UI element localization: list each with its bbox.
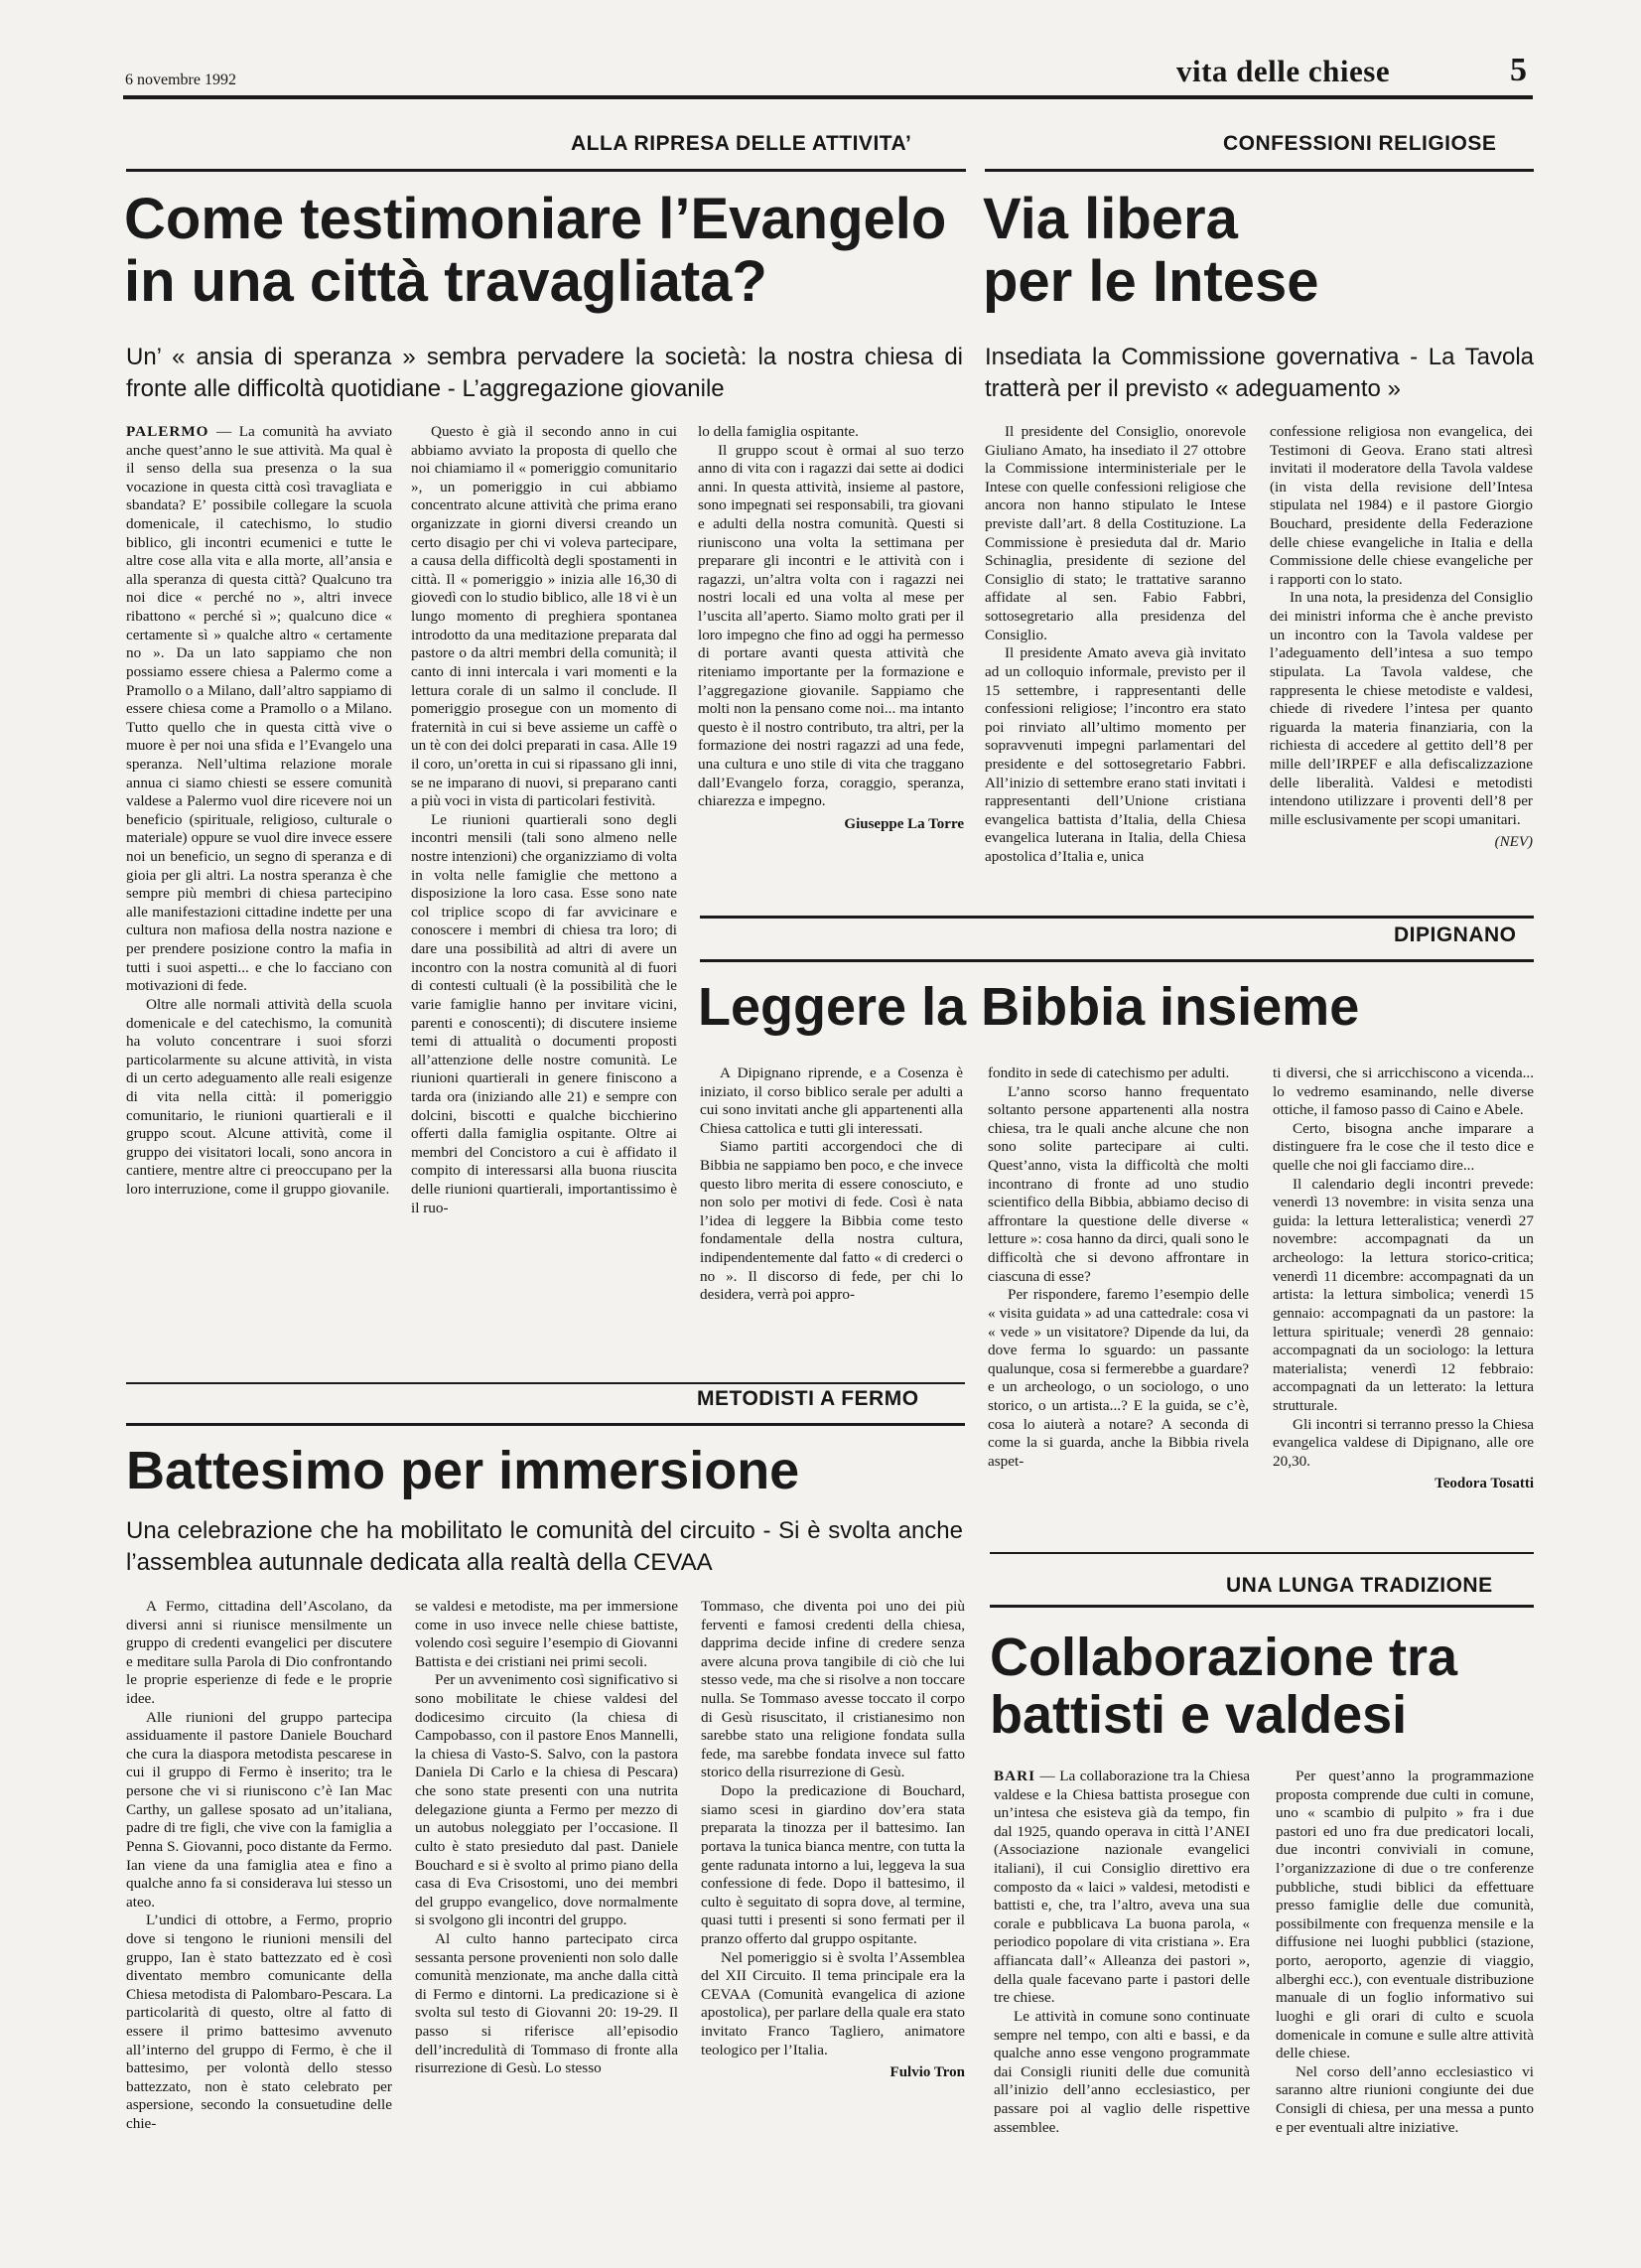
intese-column-2 bbox=[1270, 423, 1533, 852]
deck-palermo: Un’ « ansia di speranza » sembra pervadere la società: la nostra chiesa di fronte alle difficoltà quotidiane - L’aggregazione giovanile bbox=[126, 344, 963, 402]
paragraph: BARI — La collaborazione tra la Chiesa valdese e la Chiesa battista prosegue con un’intesa che esisteva già da tempo, fin dal 1925, quando operava in città l’ANEI (Associazione nazionale evangelici italiani), il cui Consiglio direttivo era composto da « laici » valdesi, metodisti e battisti e, che, tra l’altro, aveva una sua corale e pubblicava La buona parola, « periodico popolare di vita cristiana ». Era affiancata dall’« Alleanza dei pastori », della quale facevano parte i pastori delle tre chiese. bbox=[994, 1768, 1250, 2007]
paragraph: Siamo partiti accorgendoci che di Bibbia ne sappiamo ben poco, e che invece questo libro merita di essere conosciuto, e non solo per motivi di fede. Così è nata l’idea di leggere la Bibbia come testo fondamentale della nostra cultura, indipendentemente dal fatto « di crederci o no ». Il discorso di fede, per chi lo desidera, verrà poi appro- bbox=[700, 1138, 963, 1304]
headline-intese-line1: Via libera bbox=[983, 187, 1238, 251]
rule-collaborazione-top bbox=[990, 1552, 1534, 1554]
headline-collaborazione-line2: battisti e valdesi bbox=[990, 1685, 1408, 1746]
rule-bibbia-under bbox=[700, 959, 1534, 962]
placename: BARI bbox=[994, 1768, 1035, 1784]
paragraph: Dopo la predicazione di Bouchard, siamo scesi in giardino dov’era stata preparata la tinozza per il battesimo. Ian portava la tunica bianca mentre, con tutta la gente radunata intorno a lui, leggeva la sua confessione di fede. Dopo il battesimo, il culto è seguitato di sopra dove, al termine, quasi tutti i presenti si sono fermati per il pranzo offerto dal gruppo ospitante. bbox=[701, 1782, 965, 1947]
paragraph: lo della famiglia ospitante. bbox=[698, 423, 859, 440]
paragraph: In una nota, la presidenza del Consiglio dei ministri informa che è anche previsto un incontro con la Tavola valdese per l’adeguamento dell’intesa a suo tempo stipulata. La Tavola valdese, che rappresenta le chiese metodiste e valdesi, chiede di rivedere l’intesa per quanto riguarda la materia finanziaria, con la richiesta di accedere al gettito dell’8 per mille dell’IRPEF e alla defiscalizzazione delle liberalità. Valdesi e metodisti intendono utilizzare i proventi dell’8 per mille esclusivamente per scopi umanitari. bbox=[1270, 589, 1533, 828]
headline-intese-line2: per le Intese bbox=[983, 248, 1319, 314]
placename: PALERMO bbox=[126, 423, 209, 440]
paragraph: Oltre alle normali attività della scuola domenicale e del catechismo, la comunità ha voluto concentrare i suoi sforzi particolarmente su alcune attività, in vista di un certo adeguamento alle reali esigenze di vita nella città: il pomeriggio comunitario, le riunioni quartierali e il gruppo scout. Alcune attività, come il gruppo dei visitatori locali, sono ancora in cantiere, mentre altre ci preoccupano per la loro interruzione, come il gruppo giovanile. bbox=[126, 995, 392, 1198]
masthead-rule bbox=[123, 95, 1533, 99]
bibbia-column-2 bbox=[988, 1064, 1249, 1471]
paragraph: L’undici di ottobre, a Fermo, proprio dove si tengono le riunioni mensili del gruppo, Ian è stato battezzato ed è così diventato membro comunicante della Chiesa metodista di Palombaro-Pescara. La particolarità di questo, oltre al fatto di essere il primo battesimo avvenuto all’interno del gruppo di Fermo, è che il battesimo, per volontà dello stesso battezzato, non è stato celebrato per aspersione, secondo la consuetudine delle chie- bbox=[126, 1912, 392, 2133]
paragraph: se valdesi e metodiste, ma per immersione come in uso invece nelle chiese battiste, volendo così seguire l’esempio di Giovanni Battista e dei cristiani nei primi secoli. bbox=[415, 1598, 678, 1670]
paragraph: Il calendario degli incontri prevede: venerdì 13 novembre: in visita senza una guida: la lettura letteralistica; venerdì 27 novembre: accompagnati da un archeologo: la lettura storico-critica; venerdì 11 dicembre: accompagnati da un artista: la lettura simbolica; venerdì 15 gennaio: accompagnati da un pastore: la lettura spirituale; venerdì 28 gennaio: accompagnati da un sociologo: la lettura materialista; venerdì 12 febbraio: accompagnati da un letterato: la lettura strutturale. bbox=[1273, 1175, 1534, 1414]
deck-intese: Insediata la Commissione governativa - La Tavola tratterà per il previsto « adeguamento » bbox=[985, 344, 1534, 402]
paragraph: Per rispondere, faremo l’esempio delle « visita guidata » ad una cattedrale: cosa vi « vede » un visitatore? Dipende da lui, da dove ferma lo sguardo: un passante qualunque, cosa si fermerebbe a guardare? e un archeologo, o un sociologo, o uno storico, o un artista...? E la guida, se c’è, cosa lo aiuterà a notare? A seconda di come la si guarda, anche la Bibbia rivela aspet- bbox=[988, 1286, 1249, 1470]
paragraph: confessione religiosa non evangelica, dei Testimoni di Geova. Erano stati altresì invitati il moderatore della Tavola valdese (in vista della revisione dell’Intesa stipulata nel 1984) e il pastore Giorgio Bouchard, presidente della Federazione delle chiese evangeliche in Italia e della Commissione delle chiese evangeliche per i rapporti con lo stato. bbox=[1270, 423, 1533, 588]
headline-palermo-line1: Come testimoniare l’Evangelo bbox=[124, 187, 947, 251]
paragraph: Questo è già il secondo anno in cui abbiamo avviato la proposta di quello che noi chiamiamo il « pomeriggio comunitario », un pomeriggio in cui abbiamo concentrato alcune attività che prima erano organizzate in giorni diversi creando un certo disagio per chi vi voleva partecipare, a causa della difficoltà degli spostamenti in città. Il « pomeriggio » inizia alle 16,30 di giovedì con lo studio biblico, alle 18 vi è un lungo momento di preghiera spontanea introdotto da una meditazione preparata dal pastore o da altri membri della comunità; il canto di inni intercala i vari momenti e la lettura corale di un salmo il conclude. Il pomeriggio prosegue con un momento di fraternità in cui si beve assieme un caffè o un tè con dei dolci preparati in casa. Alle 19 il coro, un’oretta in cui si ripassano gli inni, se ne imparano di nuovi, si preparano canti a più voci in vista di particolari festività. bbox=[411, 423, 677, 810]
deck-battesimo: Una celebrazione che ha mobilitato le comunità del circuito - Si è svolta anche l’assemblea autunnale dedicata alla realtà della CEVAA bbox=[126, 1517, 963, 1576]
bibbia-column-3 bbox=[1273, 1064, 1534, 1493]
rule-bibbia-top bbox=[700, 916, 1534, 919]
paragraph: PALERMO — La comunità ha avviato anche quest’anno le sue attività. Ma qual è il senso della sua presenza o la sua vocazione in questa città così travagliata e sbandata? E’ possibile collegare la scuola domenicale, il catechismo, lo studio biblico, gli incontri ecumenici e tutte le altre cose alla vita e alla morte, all’ansia e alla speranza di questa città? Qualcuno tra noi dice « perché no », altri invece ribattono « perché sì »; qualcuno dice « certamente sì » qualche altro « certamente no ». Da un lato sappiamo che non possiamo essere chiesa a Palermo come a Pramollo o a Milano, dall’altro sappiamo di essere chiesa come a Pramollo o a Milano. Tutto quello che in questa città vive o muore è per noi una sfida e l’Evangelo una speranza. Nell’ultima relazione morale annua ci siamo chiesti se essere comunità valdese a Palermo vuol dire ricevere noi un beneficio (spirituale, religioso, culturale o materiale) oppure se vuol dire invece essere noi un beneficio, un segno di speranza e di gioia per gli altri. La nostra speranza è che sempre più membri di chiesa partecipino alle manifestazioni cittadine indette per una cultura non mafiosa della nostra nazione e per prendere posizione contro la mafia in tutti i suoi aspetti... e che lo facciano con motivazioni di fede. bbox=[126, 423, 392, 995]
paragraph: Il gruppo scout è ormai al suo terzo anno di vita con i ragazzi dai sette ai dodici anni. In questa attività, insieme al pastore, sono impegnati sei responsabili, tra giovani e adulti della nostra comunità. Questi si riuniscono una volta la settimana per preparare gli incontri e le attività con i ragazzi, un’altra volta con i ragazzi nei nostri locali ed una volta al mese per l’uscita all’aperto. Siamo molto grati per il loro impegno che fino ad oggi ha permesso di portare avanti questa attività che riteniamo importante per la formazione e l’aggregazione giovanile. Sappiamo che molti non la pensano come noi... ma intanto questo è il nostro contributo, tra altri, per la formazione dei nostri ragazzi ad una fede, una cultura e uno stile di vita che traggano dall’Evangelo forza, coraggio, speranza, chiarezza e impegno. bbox=[698, 441, 964, 810]
paragraph: Alle riunioni del gruppo partecipa assiduamente il pastore Daniele Bouchard che cura la diaspora metodista pescarese in cui il gruppo di Fermo è inserito; tra le persone che vi si riuniscono c’è Ian Mac Carthy, un gallese sposato ad un’italiana, padre di tre figli, che vive con la famiglia a Penna S. Giovanni, poco distante da Fermo. Ian viene da una famiglia atea e fino a qualche anno fa si considerava lui stesso un ateo. bbox=[126, 1708, 392, 1911]
headline-palermo-line2: in una città travagliata? bbox=[124, 248, 767, 314]
paragraph: Nel corso dell’anno ecclesiastico vi saranno altre riunioni congiunte dei due Consigli di chiesa, per una messa a punto e per eventuali altre iniziative. bbox=[1276, 2062, 1534, 2136]
paragraph: Tommaso, che diventa poi uno dei più ferventi e famosi credenti della chiesa, dapprima decide infine di credere senza avere alcuna prova tangibile di ciò che lui stesso vede, ma che si risolve a non toccare nulla. Se Tommaso avesse toccato il corpo di Gesù risuscitato, il cristianesimo non sarebbe stato una religione fondata sulla fede, ma sarebbe fondata invece sul fatto storico della risurrezione di Gesù. bbox=[701, 1598, 965, 1781]
byline: Giuseppe La Torre bbox=[844, 815, 964, 832]
paragraph: Il presidente del Consiglio, onorevole Giuliano Amato, ha insediato il 27 ottobre la Commissione interministeriale per le Intese con quelle confessioni religiose che ancora non hanno stipulato le Intese previste dall’art. 8 della Costituzione. La Commissione è presieduta dal dr. Mario Schinaglia, presidente di sezione del Consiglio di stato; le trattative saranno affidate al sen. Fabio Fabbri, sottosegretario alla presidenza del Consiglio. bbox=[985, 423, 1246, 643]
section-title: vita delle chiese bbox=[1176, 54, 1391, 88]
paragraph: Nel pomeriggio si è svolta l’Assemblea del XII Circuito. Il tema principale era la CEVAA (Comunità evangelica di azione apostolica), per parlare della quale era stato invitato Franco Tagliero, animatore teologico per l’Italia. bbox=[701, 1948, 965, 2058]
paragraph: Gli incontri si terranno presso la Chiesa evangelica valdese di Dipignano, alle ore 20,30. bbox=[1273, 1415, 1534, 1470]
paragraph: fondito in sede di catechismo per adulti. bbox=[988, 1064, 1230, 1081]
rule-collaborazione-under bbox=[990, 1605, 1534, 1608]
paragraph: L’anno scorso hanno frequentato soltanto persone appartenenti alla nostra chiesa, tra le quali anche alcune che non sono solite partecipare ai culti. Quest’anno, vista la difficoltà che molti incontrano di fronte ad uno studio scientifico della Bibbia, abbiamo deciso di affrontare la questione delle diverse « letture »: cosa hanno da dirci, quali sono le difficoltà che si devono affrontare in ciascuna di esse? bbox=[988, 1082, 1249, 1285]
rule-palermo-top bbox=[126, 169, 966, 172]
paragraph: Il presidente Amato aveva già invitato ad un colloquio informale, previsto per il 15 settembre, i rappresentanti delle confessioni religiose; l’incontro era stato poi rinviato all’ultimo momento per sopravvenuti impegni parlamentari del presidente e del sottosegretario Fabbri. All’inizio di settembre erano stati invitati i rappresentanti dell’Unione cristiana evangelica battista d’Italia, della Chiesa evangelica luterana in Italia, della Chiesa apostolica d’Italia e, unica bbox=[985, 644, 1246, 866]
paragraph: Per un avvenimento così significativo si sono mobilitate le chiese valdesi del dodicesimo circuito (la chiesa di Campobasso, con il pastore Enos Mannelli, la chiesa di Vasto-S. Salvo, con la pastora Daniela Di Carlo e la chiesa di Pescara) che sono state presenti con una nutrita delegazione giunta a Fermo per mezzo di un autobus noleggiato per l’occasione. Il culto è stato presieduto dal past. Daniele Bouchard e si è svolto al primo piano della casa di Eva Crisostomi, uno dei membri del gruppo evangelico, dove normalmente si svolgono gli incontri del gruppo. bbox=[415, 1671, 678, 1929]
headline-palermo bbox=[124, 189, 946, 313]
battesimo-column-2 bbox=[415, 1598, 678, 2078]
headline-bibbia: Leggere la Bibbia insieme bbox=[698, 977, 1360, 1037]
collaborazione-column-2 bbox=[1276, 1768, 1534, 2137]
collaborazione-column-1 bbox=[994, 1768, 1250, 2137]
byline: Fulvio Tron bbox=[889, 2064, 965, 2081]
kicker-bibbia: DIPIGNANO bbox=[1394, 923, 1517, 946]
palermo-column-2 bbox=[411, 423, 677, 1217]
headline-collaborazione bbox=[990, 1629, 1457, 1745]
kicker-palermo: ALLA RIPRESA DELLE ATTIVITA’ bbox=[571, 132, 912, 155]
paragraph: Per quest’anno la programmazione proposta comprende due culti in comune, uno « scambio di pulpito » fra i due pastori ed uno fra due predicatori locali, due incontri conviviali in comune, l’organizzazione di due o tre conferenze pubbliche, studi biblici da effettuare presso famiglie delle due comunità, possibilmente con frequenza mensile e la diffusione nei luoghi pubblici (stazione, porto, aeroporto, agenzie di viaggio, alberghi ecc.), con eventuale distribuzione manuale di un foglio informativo sui luoghi e gli orari di culto e scuola domenicale in comune e sulle altre attività delle chiese. bbox=[1276, 1768, 1534, 2062]
palermo-column-3 bbox=[698, 423, 964, 833]
intese-column-1 bbox=[985, 423, 1246, 867]
page-number: 5 bbox=[1510, 52, 1527, 88]
battesimo-column-1 bbox=[126, 1598, 392, 2134]
battesimo-column-3 bbox=[701, 1598, 965, 2082]
kicker-battesimo: METODISTI A FERMO bbox=[697, 1387, 919, 1410]
paragraph: Le riunioni quartierali sono degli incontri mensili (tali sono almeno nelle nostre intenzioni) che organizziamo di volta in volta nelle famiglie che mettono a disposizione la loro casa. Esse sono nate col triplice scopo di far avvicinare e conoscere i membri di chiesa tra loro; di dare una possibilità ad altri di avere un incontro con la nostra comunità al di fuori di contesti cultuali (è la possibilità che le varie famiglie hanno per invitare vicini, parenti e conoscenti); di discutere insieme temi di attualità o documenti proposti all’attenzione delle nostre comunità. Le riunioni quartierali in genere finiscono a tarda ora (iniziando alle 21) e sempre con dolcini, biscotti e qualche bicchierino offerti dalla famiglia ospitante. Oltre ai membri del Concistoro a cui è affidato il compito di interessarsi alla buona riuscita delle riunioni quartierali, importantissimo è il ruo- bbox=[411, 810, 677, 1216]
byline: (NEV) bbox=[1494, 834, 1533, 851]
paragraph: Certo, bisogna anche imparare a distinguere fra le cose che il testo dice e quelle che noi gli facciamo dire... bbox=[1273, 1119, 1534, 1175]
issue-date: 6 novembre 1992 bbox=[125, 71, 236, 88]
palermo-column-1 bbox=[126, 423, 392, 1200]
paragraph: A Dipignano riprende, e a Cosenza è iniziato, il corso biblico serale per adulti a cui sono invitati anche gli appartenenti alla Chiesa cattolica e tutti gli interessati. bbox=[700, 1064, 963, 1137]
kicker-collaborazione: UNA LUNGA TRADIZIONE bbox=[1226, 1574, 1493, 1597]
bibbia-column-1 bbox=[700, 1064, 963, 1305]
rule-battesimo-top bbox=[126, 1382, 965, 1384]
paragraph: Al culto hanno partecipato circa sessanta persone provenienti non solo dalle comunità menzionate, ma anche dalla città di Fermo e dintorni. La predicazione si è svolta sul testo di Giovanni 20: 19-29. Il passo si riferisce all’episodio dell’incredulità di Tommaso di fronte alla risurrezione di Gesù. Lo stesso bbox=[415, 1929, 678, 2077]
headline-collaborazione-line1: Collaborazione tra bbox=[990, 1628, 1458, 1687]
rule-battesimo-under bbox=[126, 1423, 965, 1426]
rule-intese-top bbox=[985, 169, 1534, 172]
headline-intese bbox=[983, 189, 1318, 313]
kicker-intese: CONFESSIONI RELIGIOSE bbox=[1223, 132, 1497, 155]
headline-battesimo: Battesimo per immersione bbox=[126, 1441, 800, 1500]
paragraph: ti diversi, che si arricchiscono a vicenda... lo vedremo esaminando, nelle diverse ottiche, il famoso passo di Caino e Abele. bbox=[1273, 1064, 1534, 1119]
paragraph: A Fermo, cittadina dell’Ascolano, da diversi anni si riunisce mensilmente un gruppo di credenti evangelici per discutere e meditare sulla Parola di Dio confrontando le proprie esperienze di fede e le proprie idee. bbox=[126, 1598, 392, 1708]
byline: Teodora Tosatti bbox=[1435, 1476, 1534, 1492]
paragraph: Le attività in comune sono continuate sempre nel tempo, con alti e bassi, e da qualche anno esse vengono programmate dai Consigli riuniti delle due comunità all’inizio dell’anno ecclesiastico, per passare poi al vaglio delle rispettive assemblee. bbox=[994, 2007, 1250, 2136]
